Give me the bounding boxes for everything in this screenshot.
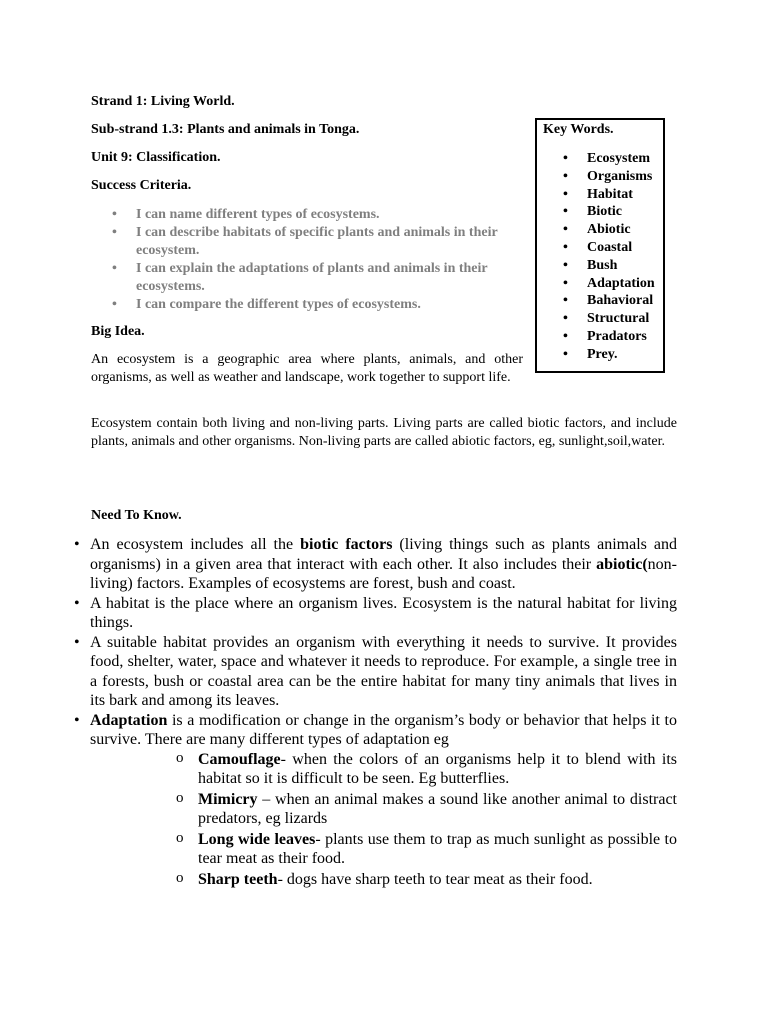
- need-item-bold: Adaptation: [90, 711, 168, 729]
- key-word-item: • Habitat: [537, 186, 655, 204]
- need-item-ecosystem: [72, 535, 677, 594]
- criteria-item: • I can describe habitats of specific plants and animals in their ecosystem.: [91, 224, 531, 260]
- ecosystem-paragraph: Ecosystem contain both living and non-living parts. Living parts are called biotic factors, and include plants, animals and other organisms. Non-living parts are called abiotic factors, eg, sunlight,soil,water.: [91, 416, 677, 449]
- need-item-text: (living things such as plants animals and organisms) in a given area that interact with each other. It also includes their: [90, 536, 677, 573]
- adaptation-item: [180, 750, 677, 789]
- adaptation-item: [180, 830, 677, 869]
- adaptation-item: [180, 870, 677, 890]
- key-word-item: • Ecosystem: [537, 150, 655, 168]
- key-word-item: • Structural: [537, 310, 655, 328]
- substrand-heading: Sub-strand 1.3: Plants and animals in Tonga.: [91, 122, 360, 137]
- need-item-bold: biotic factors: [300, 536, 393, 553]
- key-words-list: [537, 150, 655, 364]
- criteria-item: • I can explain the adaptations of plants and animals in their ecosystems.: [91, 260, 531, 296]
- key-word-item: • Coastal: [537, 239, 655, 257]
- adaptation-types-list: [90, 750, 677, 890]
- need-item-habitat: • A habitat is the place where an organism lives. Ecosystem is the natural habitat for living things.: [72, 594, 677, 633]
- key-word-item: • Bahavioral: [537, 292, 655, 310]
- need-to-know-list: [72, 535, 677, 890]
- key-word-item: • Pradators: [537, 328, 655, 346]
- key-word-item: • Prey.: [537, 346, 655, 364]
- adaptation-desc: - when the colors of an organisms help it to blend with its habitat so it is difficult to be seen. Eg butterflies.: [198, 750, 677, 787]
- adaptation-term: Camouflage: [198, 750, 281, 768]
- adaptation-desc: – when an animal makes a sound like another animal to distract predators, eg lizards: [198, 790, 677, 827]
- criteria-item: • I can name different types of ecosystems.: [91, 206, 531, 224]
- criteria-item: • I can compare the different types of ecosystems.: [91, 296, 531, 314]
- need-item-text: non-living) factors. Examples of ecosystems are forest, bush and coast.: [90, 555, 677, 592]
- unit-heading: Unit 9: Classification.: [91, 150, 221, 165]
- need-item-bold: abiotic(: [596, 555, 648, 573]
- success-criteria-list: [91, 206, 531, 314]
- need-item-adaptation: [72, 711, 677, 890]
- adaptation-term: Sharp teeth: [198, 870, 278, 888]
- adaptation-desc: - plants use them to trap as much sunlight as possible to tear meat as their food.: [198, 830, 677, 867]
- adaptation-desc: - dogs have sharp teeth to tear meat as their food.: [277, 870, 593, 888]
- need-item-text: An ecosystem includes all the: [90, 536, 301, 553]
- need-to-know-heading: Need To Know.: [91, 508, 182, 523]
- need-item-text: is a modification or change in the organism’s body or behavior that helps it to survive. There are many different types of adaptation eg: [90, 711, 677, 748]
- big-idea-heading: Big Idea.: [91, 324, 145, 339]
- strand-heading: Strand 1: Living World.: [91, 94, 235, 109]
- adaptation-item: [180, 790, 677, 829]
- key-word-item: • Bush: [537, 257, 655, 275]
- key-word-item: • Organisms: [537, 168, 655, 186]
- big-idea-paragraph: An ecosystem is a geographic area where plants, animals, and other organisms, as well as weather and landscape, work together to support life.: [91, 352, 523, 385]
- key-words-box: [535, 118, 665, 373]
- need-item-suitable-habitat: • A suitable habitat provides an organism with everything it needs to survive. It provides food, shelter, water, space and whatever it needs to reproduce. For example, a single tree in a forests, bush or coastal area can be the entire habitat for many tiny animals that lives in its bark and among its leaves.: [72, 633, 677, 711]
- adaptation-term: Long wide leaves: [198, 830, 316, 848]
- key-word-item: • Adaptation: [537, 275, 655, 293]
- key-words-title: Key Words.: [543, 122, 614, 137]
- key-word-item: • Biotic: [537, 203, 655, 221]
- key-word-item: • Abiotic: [537, 221, 655, 239]
- success-criteria-heading: Success Criteria.: [91, 178, 192, 193]
- adaptation-term: Mimicry: [198, 790, 258, 808]
